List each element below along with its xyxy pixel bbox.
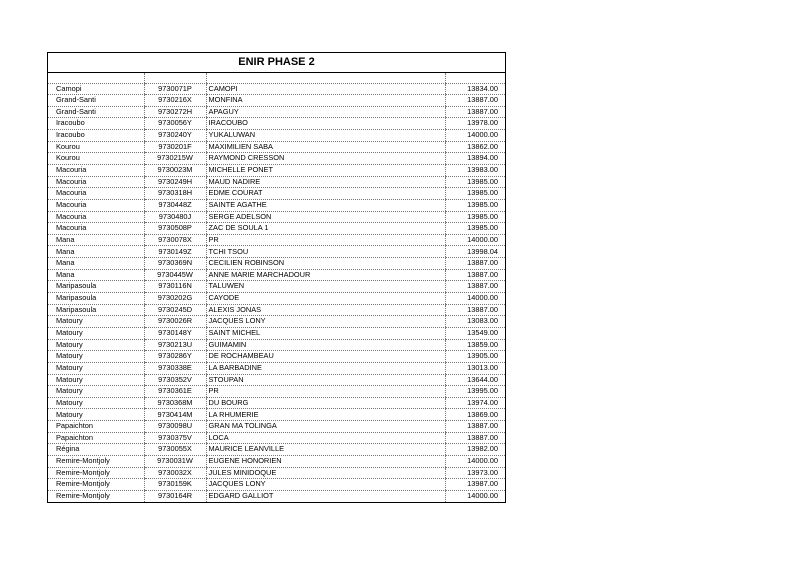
amount-cell: 13083.00 [445,316,505,328]
school-code-cell: 9730215W [144,153,206,165]
table-row [48,83,505,95]
table-row [48,374,505,386]
school-code-cell: 9730031W [144,456,206,468]
amount-cell: 13869.00 [445,409,505,421]
amount-cell: 13995.00 [445,386,505,398]
table-row [48,234,505,246]
commune-cell: Macouria [48,211,144,223]
table-row [48,258,505,270]
table-row [48,281,505,293]
commune-cell: Kourou [48,141,144,153]
table-row [48,269,505,281]
school-name-cell: PR [206,386,445,398]
school-code-cell: 9730480J [144,211,206,223]
table-row [48,118,505,130]
school-name-cell: CECILIEN ROBINSON [206,258,445,270]
school-code-cell: 9730361E [144,386,206,398]
table-row [48,409,505,421]
commune-cell: Matoury [48,386,144,398]
school-code-cell: 9730240Y [144,130,206,142]
school-code-cell: 9730055X [144,444,206,456]
school-code-cell: 9730149Z [144,246,206,258]
table-row [48,153,505,165]
blank-cell [445,73,505,83]
school-code-cell: 9730071P [144,83,206,95]
school-code-cell: 9730369N [144,258,206,270]
school-name-cell: JULES MINIDOQUE [206,467,445,479]
school-name-cell: EUGENE HONORIEN [206,456,445,468]
school-code-cell: 9730414M [144,409,206,421]
amount-cell: 14000.00 [445,234,505,246]
table-row [48,467,505,479]
school-code-cell: 9730201F [144,141,206,153]
commune-cell: Matoury [48,409,144,421]
school-name-cell: CAMOPI [206,83,445,95]
school-name-cell: DU BOURG [206,397,445,409]
table-row [48,351,505,363]
commune-cell: Kourou [48,153,144,165]
school-name-cell: JACQUES LONY [206,316,445,328]
commune-cell: Camopi [48,83,144,95]
amount-cell: 13887.00 [445,258,505,270]
school-name-cell: EDME COURAT [206,188,445,200]
table-row [48,339,505,351]
school-code-cell: 9730023M [144,164,206,176]
table-row [48,362,505,374]
commune-cell: Matoury [48,351,144,363]
school-name-cell: IRACOUBO [206,118,445,130]
school-name-cell: SAINTE AGATHE [206,199,445,211]
amount-cell: 13985.00 [445,211,505,223]
school-name-cell: MAXIMILIEN SABA [206,141,445,153]
amount-cell: 13985.00 [445,176,505,188]
school-code-cell: 9730159K [144,479,206,491]
table-row [48,327,505,339]
commune-cell: Matoury [48,374,144,386]
amount-cell: 13974.00 [445,397,505,409]
school-name-cell: ALEXIS JONAS [206,304,445,316]
amount-cell: 13887.00 [445,106,505,118]
amount-cell: 13887.00 [445,432,505,444]
amount-cell: 13013.00 [445,362,505,374]
school-code-cell: 9730098U [144,421,206,433]
amount-cell: 13834.00 [445,83,505,95]
commune-cell: Grand-Santi [48,95,144,107]
school-code-cell: 9730318H [144,188,206,200]
commune-cell: Matoury [48,327,144,339]
amount-cell: 14000.00 [445,130,505,142]
amount-cell: 13859.00 [445,339,505,351]
commune-cell: Grand-Santi [48,106,144,118]
table-row [48,490,505,502]
amount-cell: 13887.00 [445,269,505,281]
school-code-cell: 9730148Y [144,327,206,339]
table-row [48,164,505,176]
school-name-cell: SERGE ADELSON [206,211,445,223]
school-name-cell: MAURICE LEANVILLE [206,444,445,456]
school-code-cell: 9730056Y [144,118,206,130]
school-name-cell: EDGARD GALLIOT [206,490,445,502]
amount-cell: 14000.00 [445,293,505,305]
school-code-cell: 9730448Z [144,199,206,211]
table-row [48,130,505,142]
amount-cell: 13862.00 [445,141,505,153]
table-row [48,176,505,188]
commune-cell: Macouria [48,188,144,200]
table-row [48,386,505,398]
school-name-cell: MAUD NADIRE [206,176,445,188]
commune-cell: Macouria [48,176,144,188]
blank-cell [48,73,144,83]
school-name-cell: MICHELLE PONET [206,164,445,176]
commune-cell: Matoury [48,362,144,374]
school-name-cell: YUKALUWAN [206,130,445,142]
commune-cell: Matoury [48,339,144,351]
amount-cell: 13983.00 [445,164,505,176]
amount-cell: 13894.00 [445,153,505,165]
school-name-cell: RAYMOND CRESSON [206,153,445,165]
table-row [48,304,505,316]
amount-cell: 13973.00 [445,467,505,479]
commune-cell: Remire-Montjoly [48,479,144,491]
school-name-cell: GRAN MA TOLINGA [206,421,445,433]
amount-cell: 14000.00 [445,490,505,502]
school-name-cell: TCHI TSOU [206,246,445,258]
school-name-cell: STOUPAN [206,374,445,386]
school-name-cell: MONFINA [206,95,445,107]
amount-cell: 13887.00 [445,304,505,316]
school-code-cell: 9730213U [144,339,206,351]
table-row [48,432,505,444]
school-name-cell: JACQUES LONY [206,479,445,491]
table-row [48,293,505,305]
table-title: ENIR PHASE 2 [48,53,505,73]
amount-cell: 13998.04 [445,246,505,258]
amount-cell: 13549.00 [445,327,505,339]
commune-cell: Matoury [48,316,144,328]
school-name-cell: GUIMAMIN [206,339,445,351]
school-code-cell: 9730164R [144,490,206,502]
commune-cell: Maripasoula [48,304,144,316]
amount-cell: 13987.00 [445,479,505,491]
amount-cell: 13985.00 [445,199,505,211]
school-name-cell: SAINT MICHEL [206,327,445,339]
table-row [48,188,505,200]
table-row [48,397,505,409]
school-name-cell: CAYODE [206,293,445,305]
school-name-cell: LA BARBADINE [206,362,445,374]
school-name-cell: ZAC DE SOULA 1 [206,223,445,235]
school-code-cell: 9730032X [144,467,206,479]
school-name-cell: LA RHUMERIE [206,409,445,421]
commune-cell: Macouria [48,223,144,235]
commune-cell: Remire-Montjoly [48,467,144,479]
table-row [48,199,505,211]
blank-cell [206,73,445,83]
amount-cell: 13887.00 [445,421,505,433]
table-row [48,95,505,107]
school-code-cell: 9730286Y [144,351,206,363]
commune-cell: Macouria [48,199,144,211]
commune-cell: Remire-Montjoly [56,491,110,501]
table-row [48,316,505,328]
amount-cell: 13905.00 [445,351,505,363]
amount-cell: 14000.00 [445,456,505,468]
commune-cell: Papaichton [48,421,144,433]
table-row [48,246,505,258]
school-code-cell: 9730338E [144,362,206,374]
commune-cell: Régina [48,444,144,456]
school-code-cell: 9730245D [144,304,206,316]
table-row [48,456,505,468]
commune-cell: Mana [48,258,144,270]
table-row [48,421,505,433]
commune-cell: Mana [48,246,144,258]
amount-cell: 13887.00 [445,281,505,293]
amount-cell: 13887.00 [445,95,505,107]
amount-cell: 13644.00 [445,374,505,386]
school-name-cell: APAGUY [206,106,445,118]
commune-cell: Macouria [48,164,144,176]
commune-cell: Remire-Montjoly [48,456,144,468]
table-row [48,211,505,223]
amount-cell: 13985.00 [445,223,505,235]
data-table [48,73,505,502]
commune-cell: Maripasoula [48,281,144,293]
table-row [48,223,505,235]
blank-row [48,73,505,83]
school-name-cell: TALUWEN [206,281,445,293]
amount-cell: 13978.00 [445,118,505,130]
school-code-cell: 9730202G [144,293,206,305]
school-code-cell: 9730375V [144,432,206,444]
school-code-cell: 9730445W [144,269,206,281]
commune-cell: Iracoubo [48,118,144,130]
spreadsheet-table [47,52,506,503]
school-name-cell: ANNE MARIE MARCHADOUR [206,269,445,281]
school-code-cell: 9730026R [144,316,206,328]
blank-cell [144,73,206,83]
commune-cell: Matoury [48,397,144,409]
school-code-cell: 9730249H [144,176,206,188]
school-name-cell: LOCA [206,432,445,444]
table-row [48,141,505,153]
school-code-cell: 9730272H [144,106,206,118]
commune-cell: Iracoubo [48,130,144,142]
school-name-cell: DE ROCHAMBEAU [206,351,445,363]
table-row [48,479,505,491]
school-code-cell: 9730368M [144,397,206,409]
commune-cell: Maripasoula [48,293,144,305]
school-code-cell: 9730352V [144,374,206,386]
table-row [48,444,505,456]
commune-cell: Papaichton [48,432,144,444]
table-row [48,106,505,118]
amount-cell: 13982.00 [445,444,505,456]
school-code-cell: 9730216X [144,95,206,107]
school-code-cell: 9730078X [144,234,206,246]
commune-cell: Mana [48,269,144,281]
school-code-cell: 9730508P [144,223,206,235]
commune-cell: Mana [48,234,144,246]
table-body [48,73,505,502]
school-code-cell: 9730116N [144,281,206,293]
amount-cell: 13985.00 [445,188,505,200]
school-name-cell: PR [206,234,445,246]
